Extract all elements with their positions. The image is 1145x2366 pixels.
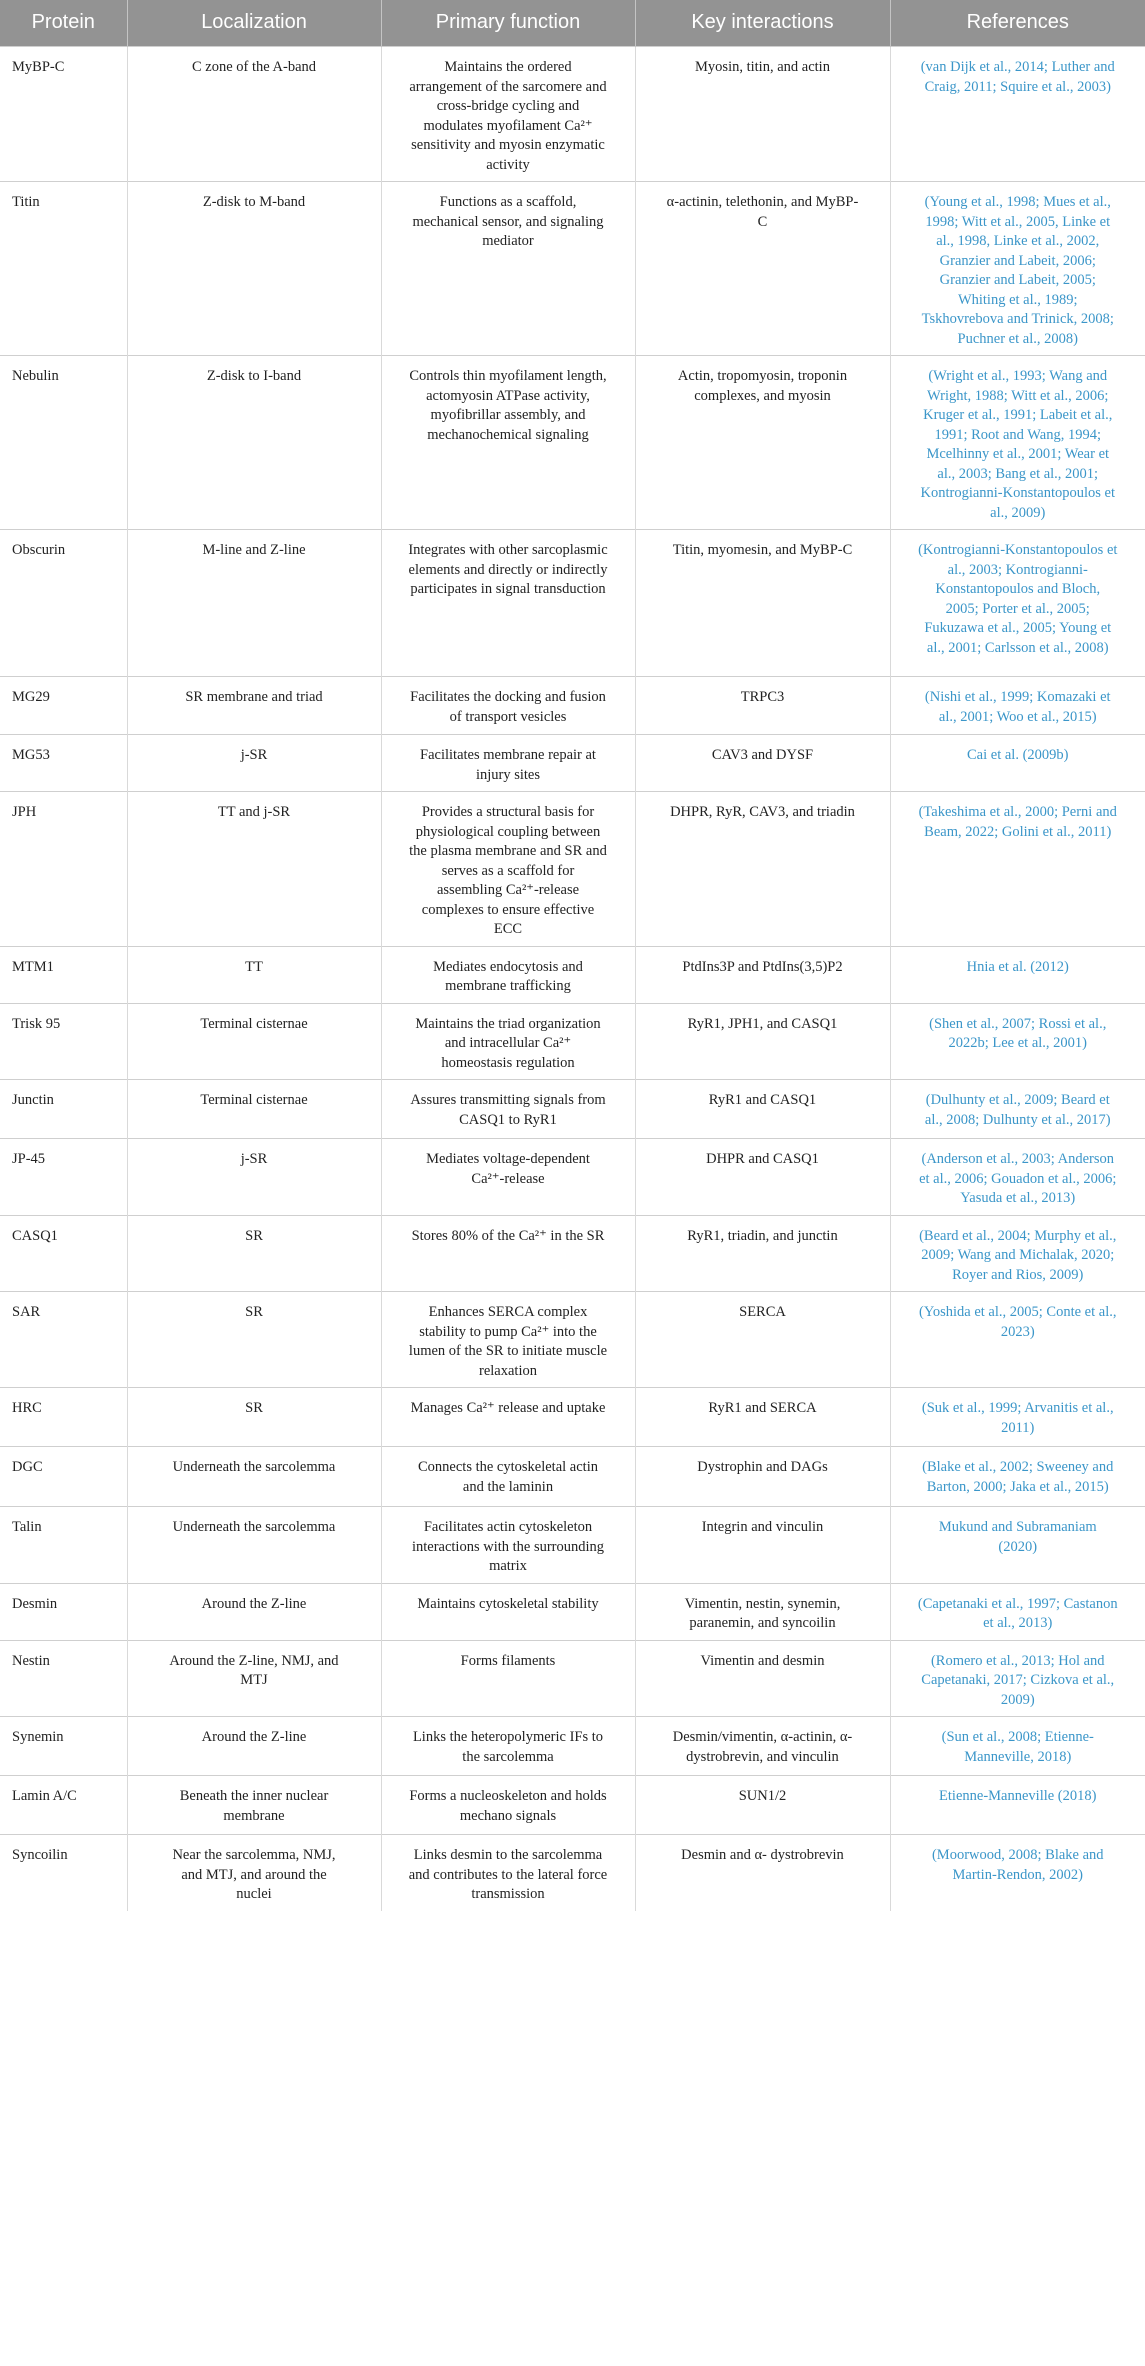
cell-interactions-text: Titin, myomesin, and MyBP-C xyxy=(672,542,853,558)
cell-interactions xyxy=(635,735,890,792)
cell-protein-text: Syncoilin xyxy=(12,1847,68,1863)
table-header xyxy=(0,0,1145,47)
table-row xyxy=(0,1003,1145,1080)
table-row xyxy=(0,735,1145,792)
cell-interactions-text: RyR1, JPH1, and CASQ1 xyxy=(687,1015,838,1032)
cell-interactions xyxy=(635,1835,890,1911)
cell-protein-text: Synemin xyxy=(12,1729,64,1745)
cell-function-text: Functions as a scaffold, mechanical sensor, and signaling mediator xyxy=(412,194,604,249)
cell-function xyxy=(381,1215,635,1292)
cell-protein xyxy=(0,792,127,947)
cell-function xyxy=(381,1776,635,1835)
cell-references-text: (Blake et al., 2002; Sweeney and Barton, 2000; Jaka et al., 2015) xyxy=(922,1459,1114,1495)
cell-interactions xyxy=(635,1717,890,1776)
cell-references xyxy=(890,946,1145,1003)
cell-protein-text: JPH xyxy=(12,804,37,820)
cell-localization-text: Around the Z-line xyxy=(201,1595,307,1612)
cell-function xyxy=(381,1835,635,1911)
cell-function-text: Maintains the ordered arrangement of the sarcomere and cross-bridge cycling and modulates myofilament Ca²⁺ sensitivity and myosin enzymatic activity xyxy=(409,59,607,173)
cell-references xyxy=(890,792,1145,947)
cell-references xyxy=(890,1139,1145,1216)
cell-localization-text: SR xyxy=(245,1400,263,1416)
cell-localization xyxy=(127,735,381,792)
cell-protein xyxy=(0,1003,127,1080)
cell-localization-text: SR xyxy=(245,1304,263,1320)
cell-interactions-text: TRPC3 xyxy=(740,689,785,705)
table-row xyxy=(0,1583,1145,1640)
cell-references xyxy=(890,1640,1145,1717)
cell-references-text: (Beard et al., 2004; Murphy et al., 2009; Wang and Michalak, 2020; Royer and Rios, 2009) xyxy=(919,1227,1117,1283)
cell-localization-text: Terminal cisternae xyxy=(200,1015,308,1032)
cell-function-text: Facilitates membrane repair at injury sites xyxy=(420,747,596,783)
cell-references-text: (Young et al., 1998; Mues et al., 1998; Witt et al., 2005, Linke et al., 1998, Linke et al., 2002, Granzier and Labeit, 2006; Granzier and Labeit, 2005; Whiting et al., 1989; Tskhovrebova and Trinick, 2008; Puchner et al., 2008) xyxy=(921,194,1114,347)
cell-protein-text: Obscurin xyxy=(12,542,66,558)
cell-references-text: (Kontrogianni-Konstantopoulos et al., 2003; Kontrogianni-Konstantopoulos and Bloch, 2005; Porter et al., 2005; Fukuzawa et al., 2005; Young et al., 2001; Carlsson et al., 2008) xyxy=(918,542,1118,656)
cell-function xyxy=(381,1447,635,1507)
cell-localization xyxy=(127,1640,381,1717)
cell-localization xyxy=(127,1388,381,1447)
cell-references xyxy=(890,677,1145,735)
table-row xyxy=(0,1507,1145,1584)
cell-interactions xyxy=(635,792,890,947)
cell-function-text: Controls thin myofilament length, actomyosin ATPase activity, myofibrillar assembly, and mechanochemical signaling xyxy=(409,368,607,443)
header-key-interactions: Key interactions xyxy=(635,0,890,47)
cell-localization xyxy=(127,1507,381,1584)
cell-function-text: Assures transmitting signals from CASQ1 to RyR1 xyxy=(410,1092,606,1128)
cell-function xyxy=(381,1507,635,1584)
cell-localization xyxy=(127,1447,381,1507)
cell-localization-text: Near the sarcolemma, NMJ, and MTJ, and around the nuclei xyxy=(172,1847,336,1902)
cell-localization xyxy=(127,1835,381,1911)
cell-function xyxy=(381,792,635,947)
cell-interactions-text: Desmin/vimentin, α-actinin, α-dystrobrevin, and vinculin xyxy=(672,1729,853,1765)
cell-protein xyxy=(0,182,127,356)
cell-references-text: (Romero et al., 2013; Hol and Capetanaki, 2017; Cizkova et al., 2009) xyxy=(921,1652,1115,1708)
header-references: References xyxy=(890,0,1145,47)
cell-interactions-text: Integrin and vinculin xyxy=(701,1519,824,1535)
cell-references xyxy=(890,1447,1145,1507)
cell-function xyxy=(381,1717,635,1776)
cell-references xyxy=(890,1717,1145,1776)
cell-interactions xyxy=(635,1776,890,1835)
cell-function-text: Connects the cytoskeletal actin and the laminin xyxy=(418,1459,598,1495)
cell-function-text: Forms filaments xyxy=(460,1652,556,1669)
cell-interactions-text: Vimentin, nestin, synemin, paranemin, and syncoilin xyxy=(684,1595,841,1631)
cell-localization xyxy=(127,1292,381,1388)
cell-interactions-text: RyR1 and CASQ1 xyxy=(708,1092,817,1108)
cell-interactions xyxy=(635,1447,890,1507)
cell-function-text: Mediates endocytosis and membrane trafficking xyxy=(433,958,583,994)
cell-references-text: Etienne-Manneville (2018) xyxy=(939,1788,1097,1804)
cell-protein-text: MG29 xyxy=(12,689,50,705)
cell-localization xyxy=(127,1583,381,1640)
cell-protein-text: SAR xyxy=(12,1304,41,1320)
cell-localization-text: Around the Z-line xyxy=(201,1729,307,1745)
cell-references xyxy=(890,1583,1145,1640)
cell-references-text: Mukund and Subramaniam (2020) xyxy=(938,1519,1097,1555)
cell-localization xyxy=(127,182,381,356)
cell-references-text: (Sun et al., 2008; Etienne-Manneville, 2018) xyxy=(941,1729,1094,1765)
cell-protein xyxy=(0,530,127,677)
cell-references xyxy=(890,356,1145,530)
cell-protein-text: Nebulin xyxy=(12,368,59,384)
cell-protein-text: JP-45 xyxy=(12,1151,46,1167)
cell-protein xyxy=(0,1292,127,1388)
table-row xyxy=(0,677,1145,735)
cell-references-text: (Anderson et al., 2003; Anderson et al., 2006; Gouadon et al., 2006; Yasuda et al., 2013) xyxy=(919,1151,1117,1206)
cell-interactions-text: Vimentin and desmin xyxy=(700,1652,825,1669)
cell-interactions xyxy=(635,677,890,735)
cell-localization xyxy=(127,946,381,1003)
cell-function-text: Links the heteropolymeric IFs to the sarcolemma xyxy=(412,1729,604,1765)
cell-localization-text: Underneath the sarcolemma xyxy=(172,1519,336,1535)
table-row xyxy=(0,1388,1145,1447)
cell-protein xyxy=(0,1080,127,1139)
cell-references-text: (Capetanaki et al., 1997; Castanon et al., 2013) xyxy=(917,1595,1118,1631)
cell-protein-text: Junctin xyxy=(12,1092,54,1108)
cell-localization-text: C zone of the A-band xyxy=(191,59,317,75)
cell-references xyxy=(890,1292,1145,1388)
table-row xyxy=(0,1080,1145,1139)
cell-function-text: Enhances SERCA complex stability to pump Ca²⁺ into the lumen of the SR to initiate muscle relaxation xyxy=(408,1304,608,1379)
cell-function xyxy=(381,1640,635,1717)
cell-protein xyxy=(0,1139,127,1216)
cell-localization xyxy=(127,1003,381,1080)
cell-protein xyxy=(0,1507,127,1584)
cell-interactions-text: DHPR, RyR, CAV3, and triadin xyxy=(670,804,855,820)
table-row xyxy=(0,946,1145,1003)
cell-references xyxy=(890,1080,1145,1139)
cell-references-text: (Wright et al., 1993; Wang and Wright, 1988; Witt et al., 2006; Kruger et al., 1991; Labeit et al., 1991; Root and Wang, 1994; Mcelhinny et al., 2001; Wear et al., 2003; Bang et al., 2001; Kontrogianni-Konstantopoulos et al., 2009) xyxy=(920,368,1116,521)
cell-function-text: Provides a structural basis for physiological coupling between the plasma membrane and SR and serves as a scaffold for assembling Ca²⁺-release complexes to ensure effective ECC xyxy=(409,804,607,937)
cell-interactions-text: CAV3 and DYSF xyxy=(711,747,814,763)
cell-interactions-text: Myosin, titin, and actin xyxy=(695,59,830,75)
cell-function-text: Maintains cytoskeletal stability xyxy=(417,1595,599,1612)
cell-protein-text: Desmin xyxy=(12,1595,58,1612)
cell-function xyxy=(381,1080,635,1139)
cell-interactions xyxy=(635,1583,890,1640)
table-row xyxy=(0,792,1145,947)
header-localization: Localization xyxy=(127,0,381,47)
cell-function-text: Integrates with other sarcoplasmic elements and directly or indirectly participates in signal transduction xyxy=(408,542,608,597)
cell-interactions xyxy=(635,356,890,530)
cell-function-text: Stores 80% of the Ca²⁺ in the SR xyxy=(411,1227,605,1244)
cell-localization-text: Z-disk to I-band xyxy=(206,368,302,384)
table-row xyxy=(0,47,1145,182)
cell-interactions xyxy=(635,1139,890,1216)
cell-localization xyxy=(127,1215,381,1292)
cell-function-text: Manages Ca²⁺ release and uptake xyxy=(410,1400,606,1416)
cell-protein xyxy=(0,1388,127,1447)
cell-protein xyxy=(0,1835,127,1911)
cell-interactions xyxy=(635,1215,890,1292)
cell-function-text: Forms a nucleoskeleton and holds mechano signals xyxy=(409,1788,607,1824)
cell-localization-text: SR membrane and triad xyxy=(185,689,323,705)
cell-localization xyxy=(127,1776,381,1835)
cell-interactions-text: RyR1 and SERCA xyxy=(708,1400,817,1416)
cell-interactions xyxy=(635,182,890,356)
cell-interactions xyxy=(635,1292,890,1388)
cell-interactions-text: PtdIns3P and PtdIns(3,5)P2 xyxy=(682,958,843,975)
cell-references-text: (Suk et al., 1999; Arvanitis et al., 2011) xyxy=(921,1400,1114,1436)
cell-interactions xyxy=(635,1640,890,1717)
header-protein: Protein xyxy=(0,0,127,47)
cell-function-text: Facilitates actin cytoskeleton interactions with the surrounding matrix xyxy=(411,1519,605,1574)
table-row xyxy=(0,1447,1145,1507)
cell-references-text: (Nishi et al., 1999; Komazaki et al., 2001; Woo et al., 2015) xyxy=(924,689,1111,725)
cell-localization xyxy=(127,677,381,735)
cell-references xyxy=(890,1388,1145,1447)
cell-localization-text: j-SR xyxy=(240,1151,268,1167)
cell-interactions xyxy=(635,47,890,182)
cell-protein xyxy=(0,356,127,530)
table-row xyxy=(0,1717,1145,1776)
cell-function xyxy=(381,677,635,735)
table-row xyxy=(0,1776,1145,1835)
cell-protein-text: MG53 xyxy=(12,747,50,763)
cell-function xyxy=(381,47,635,182)
cell-interactions-text: RyR1, triadin, and junctin xyxy=(687,1227,838,1244)
cell-protein xyxy=(0,1640,127,1717)
cell-localization-text: M-line and Z-line xyxy=(202,542,306,558)
cell-function-text: Maintains the triad organization and intracellular Ca²⁺ homeostasis regulation xyxy=(415,1015,601,1071)
cell-localization-text: SR xyxy=(245,1227,263,1244)
cell-references xyxy=(890,1776,1145,1835)
cell-localization xyxy=(127,1080,381,1139)
cell-interactions-text: Dystrophin and DAGs xyxy=(697,1459,828,1475)
cell-function xyxy=(381,735,635,792)
cell-function-text: Links desmin to the sarcolemma and contributes to the lateral force transmission xyxy=(408,1847,608,1902)
table-row xyxy=(0,1292,1145,1388)
cell-references-text: (van Dijk et al., 2014; Luther and Craig, 2011; Squire et al., 2003) xyxy=(920,59,1115,95)
cell-localization xyxy=(127,356,381,530)
cell-references-text: (Moorwood, 2008; Blake and Martin-Rendon, 2002) xyxy=(931,1847,1104,1883)
table-row xyxy=(0,356,1145,530)
cell-interactions xyxy=(635,1003,890,1080)
table-row xyxy=(0,530,1145,677)
table-row xyxy=(0,1640,1145,1717)
cell-references xyxy=(890,47,1145,182)
cell-protein-text: HRC xyxy=(12,1400,42,1416)
cell-references xyxy=(890,1215,1145,1292)
header-row xyxy=(0,0,1145,47)
cell-localization-text: TT and j-SR xyxy=(217,804,291,820)
cell-protein xyxy=(0,1717,127,1776)
table-row xyxy=(0,1835,1145,1911)
cell-references xyxy=(890,1835,1145,1911)
cell-interactions-text: Actin, tropomyosin, troponin complexes, and myosin xyxy=(677,368,848,404)
cell-localization-text: Beneath the inner nuclear membrane xyxy=(179,1788,329,1824)
cell-function xyxy=(381,1583,635,1640)
cell-interactions xyxy=(635,1388,890,1447)
cell-references-text: (Yoshida et al., 2005; Conte et al., 2023) xyxy=(919,1304,1117,1340)
cell-protein-text: CASQ1 xyxy=(12,1227,58,1244)
cell-function-text: Facilitates the docking and fusion of transport vesicles xyxy=(410,689,606,725)
cell-localization-text: Underneath the sarcolemma xyxy=(172,1459,336,1475)
cell-interactions xyxy=(635,1080,890,1139)
cell-protein-text: Titin xyxy=(12,194,40,210)
cell-references-text: Hnia et al. (2012) xyxy=(966,958,1069,975)
cell-protein-text: Nestin xyxy=(12,1652,50,1669)
cell-references-text: (Takeshima et al., 2000; Perni and Beam, 2022; Golini et al., 2011) xyxy=(918,804,1117,840)
table-body xyxy=(0,47,1145,1911)
cell-references xyxy=(890,1507,1145,1584)
cell-function-text: Mediates voltage-dependent Ca²⁺-release xyxy=(426,1151,590,1187)
cell-protein-text: Trisk 95 xyxy=(12,1015,61,1032)
table-row xyxy=(0,182,1145,356)
cell-function xyxy=(381,182,635,356)
cell-function xyxy=(381,1292,635,1388)
cell-references xyxy=(890,735,1145,792)
cell-references-text: Cai et al. (2009b) xyxy=(967,747,1069,763)
cell-protein-text: DGC xyxy=(12,1459,43,1475)
cell-protein xyxy=(0,677,127,735)
cell-references xyxy=(890,1003,1145,1080)
cell-interactions-text: α-actinin, telethonin, and MyBP-C xyxy=(666,194,859,230)
table-row xyxy=(0,1215,1145,1292)
cell-references xyxy=(890,530,1145,677)
table-row xyxy=(0,1139,1145,1216)
cell-references xyxy=(890,182,1145,356)
cell-protein xyxy=(0,946,127,1003)
cell-interactions-text: Desmin and α- dystrobrevin xyxy=(681,1847,844,1863)
cell-protein xyxy=(0,1215,127,1292)
cell-protein xyxy=(0,735,127,792)
cell-interactions xyxy=(635,946,890,1003)
cell-localization-text: Terminal cisternae xyxy=(200,1092,308,1108)
cell-protein xyxy=(0,1583,127,1640)
cell-protein xyxy=(0,1776,127,1835)
cell-function xyxy=(381,530,635,677)
cell-localization-text: Z-disk to M-band xyxy=(202,194,306,210)
cell-localization xyxy=(127,792,381,947)
cell-protein-text: MTM1 xyxy=(12,958,54,975)
cell-localization xyxy=(127,530,381,677)
cell-interactions-text: SERCA xyxy=(739,1304,786,1320)
cell-interactions xyxy=(635,530,890,677)
cell-localization-text: j-SR xyxy=(240,747,268,763)
cell-function xyxy=(381,1003,635,1080)
header-primary-function: Primary function xyxy=(381,0,635,47)
cell-protein-text: MyBP-C xyxy=(12,59,65,75)
cell-function xyxy=(381,356,635,530)
cell-localization xyxy=(127,47,381,182)
cell-interactions xyxy=(635,1507,890,1584)
cell-protein-text: Talin xyxy=(12,1519,42,1535)
cell-protein xyxy=(0,1447,127,1507)
cell-function xyxy=(381,1388,635,1447)
cell-interactions-text: SUN1/2 xyxy=(738,1788,787,1804)
cell-interactions-text: DHPR and CASQ1 xyxy=(706,1151,819,1167)
cell-protein xyxy=(0,47,127,182)
cell-localization xyxy=(127,1139,381,1216)
cell-localization xyxy=(127,1717,381,1776)
cell-function xyxy=(381,1139,635,1216)
cell-localization-text: TT xyxy=(245,958,263,975)
cell-protein-text: Lamin A/C xyxy=(12,1788,77,1804)
cell-references-text: (Dulhunty et al., 2009; Beard et al., 2008; Dulhunty et al., 2017) xyxy=(924,1092,1111,1128)
cell-localization-text: Around the Z-line, NMJ, and MTJ xyxy=(169,1652,339,1688)
cell-references-text: (Shen et al., 2007; Rossi et al., 2022b; Lee et al., 2001) xyxy=(929,1015,1107,1051)
cell-function xyxy=(381,946,635,1003)
